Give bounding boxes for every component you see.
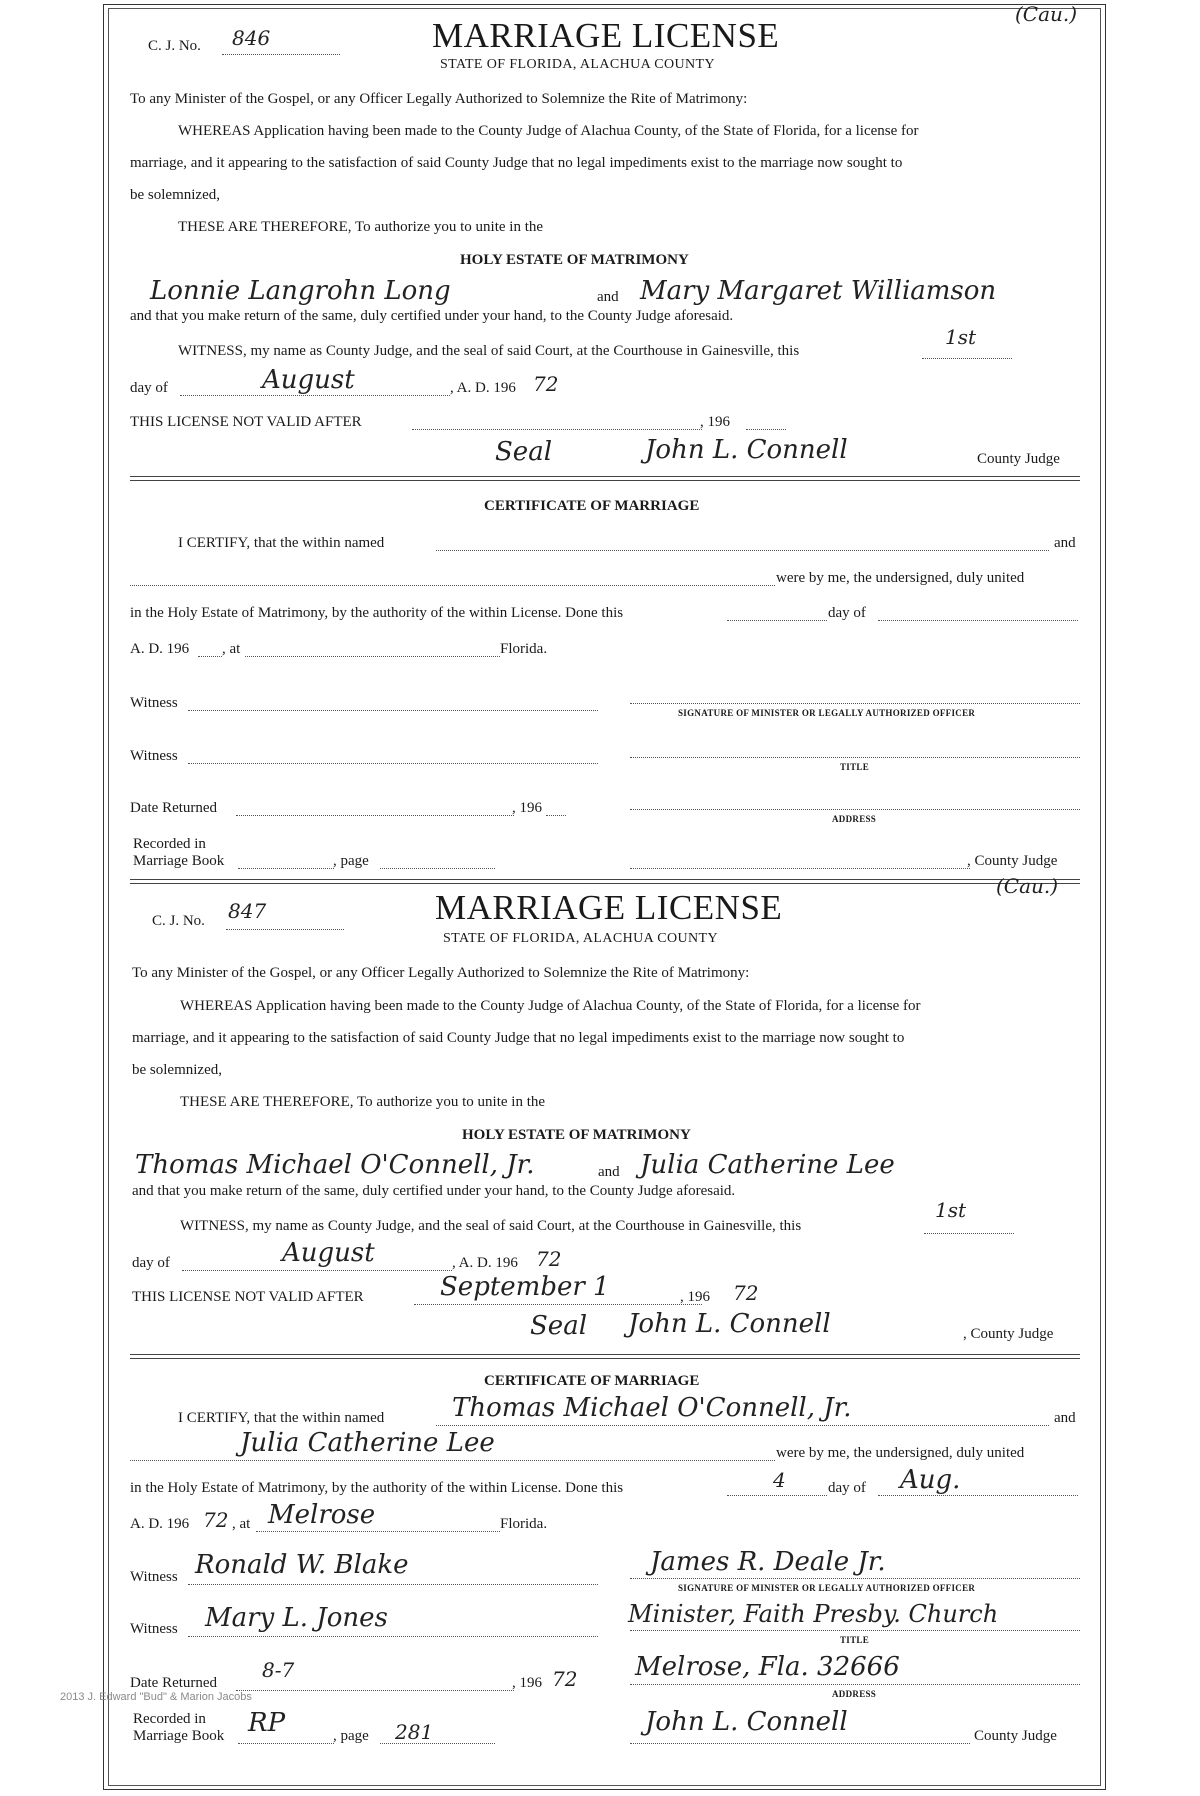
county-judge-signature: John L. Connell: [628, 1309, 831, 1339]
date-returned-label: Date Returned: [130, 800, 218, 816]
were-by-me: were by me, the undersigned, duly united: [776, 1445, 1025, 1461]
cj-number-line: [222, 54, 340, 55]
at-label: , at: [222, 641, 241, 657]
done-month: Aug.: [900, 1465, 961, 1495]
day-of-label: day of: [132, 1255, 170, 1271]
not-valid-date: September 1: [440, 1272, 610, 1302]
date-returned-year: , 196: [512, 800, 542, 816]
ad-label: , A. D. 196: [450, 380, 516, 396]
marriage-book-label: Marriage Book: [133, 853, 225, 869]
witness-2-label: Witness: [130, 748, 178, 764]
day-of-label: day of: [130, 380, 168, 396]
signature-caption: SIGNATURE OF MINISTER OR LEGALLY AUTHORIZED OFFICER: [678, 1583, 976, 1593]
recorded-in-label: Recorded in: [133, 1711, 206, 1727]
witness-day: 1st: [935, 1198, 967, 1222]
signature-caption: SIGNATURE OF MINISTER OR LEGALLY AUTHORIZED OFFICER: [678, 708, 976, 718]
witness-day-line: [922, 358, 1012, 359]
ad-label: , A. D. 196: [452, 1255, 518, 1271]
whereas-line-1: WHEREAS Application having been made to the County Judge of Alachua County, of the State of Florida, for a license for: [178, 123, 919, 139]
and-label: and: [598, 1164, 620, 1180]
holy-estate-heading: HOLY ESTATE OF MATRIMONY: [460, 252, 689, 268]
whereas-line-2: marriage, and it appearing to the satisfaction of said County Judge that no legal impediments exist to the marriage now sought to: [130, 155, 903, 171]
copyright-watermark: 2013 J. Edward "Bud" & Marion Jacobs: [60, 1691, 252, 1703]
minister-signature: James R. Deale Jr.: [650, 1547, 886, 1577]
groom-name: Lonnie Langrohn Long: [150, 276, 451, 306]
witness-1-line: [188, 710, 598, 711]
whereas-line-3: be solemnized,: [130, 187, 220, 203]
ad-year-line: [198, 656, 222, 657]
second-name-line: [130, 1460, 775, 1461]
address-line: To any Minister of the Gospel, or any Officer Legally Authorized to Solemnize the Rite of Matrimony:: [132, 965, 750, 981]
cj-number: 847: [228, 899, 267, 923]
address-caption: ADDRESS: [832, 1689, 877, 1699]
groom-name: Thomas Michael O'Connell, Jr.: [135, 1150, 535, 1180]
marriage-book-number: RP: [248, 1708, 286, 1738]
done-day-line: [727, 1495, 827, 1496]
cert-groom-name: Thomas Michael O'Connell, Jr.: [452, 1393, 852, 1423]
cj-label: C. J. No.: [152, 913, 205, 929]
page-number: 281: [395, 1720, 434, 1744]
florida-label: Florida.: [500, 641, 548, 657]
returned-year: 72: [552, 1667, 578, 1691]
witness-day-line: [924, 1233, 1014, 1234]
and-label: and: [597, 289, 619, 305]
marriage-place: Melrose: [268, 1500, 376, 1530]
certify-and: and: [1054, 1410, 1076, 1426]
title-line: [630, 1630, 1080, 1631]
bride-name: Julia Catherine Lee: [640, 1150, 895, 1180]
date-returned-line: [236, 815, 514, 816]
minister-sig-line: [630, 703, 1080, 704]
not-valid-line: [412, 429, 702, 430]
license1-divider: [130, 476, 1080, 481]
license-year: 72: [533, 372, 559, 396]
page-label: , page: [333, 853, 369, 869]
cj-number-line: [226, 929, 344, 930]
returned-date: 8-7: [262, 1658, 295, 1682]
certify-name-line: [436, 1425, 1049, 1426]
done-day-line: [727, 620, 827, 621]
marriage-book-line: [238, 868, 334, 869]
place-line: [256, 1531, 500, 1532]
corner-note: (Cau.): [1015, 2, 1078, 26]
minister-sig-line: [630, 1578, 1080, 1579]
cj-number: 846: [232, 26, 271, 50]
witness-1-line: [188, 1584, 598, 1585]
cert-bride-name: Julia Catherine Lee: [240, 1428, 495, 1458]
not-valid-line: [414, 1304, 702, 1305]
certificate-heading: CERTIFICATE OF MARRIAGE: [484, 498, 700, 514]
date-returned-year: , 196: [512, 1675, 542, 1691]
day-of-label: day of: [828, 605, 866, 621]
witness-1-label: Witness: [130, 695, 178, 711]
page-label: , page: [333, 1728, 369, 1744]
minister-address: Melrose, Fla. 32666: [635, 1652, 900, 1682]
title-caption: TITLE: [840, 1635, 870, 1645]
not-valid-label: THIS LICENSE NOT VALID AFTER: [130, 414, 362, 430]
certify-name-line: [436, 550, 1049, 551]
witness-line: WITNESS, my name as County Judge, and the seal of said Court, at the Courthouse in Gainesville, this: [178, 343, 800, 359]
at-label: , at: [232, 1516, 251, 1532]
done-day: 4: [773, 1468, 786, 1492]
county-judge-label: , County Judge: [967, 853, 1058, 869]
license-subtitle: STATE OF FLORIDA, ALACHUA COUNTY: [440, 57, 715, 72]
place-line: [245, 656, 500, 657]
title-caption: TITLE: [840, 762, 870, 772]
county-judge-line: [630, 1743, 970, 1744]
therefore-line: THESE ARE THEREFORE, To authorize you to unite in the: [180, 1094, 546, 1110]
section-divider: [130, 879, 1080, 884]
license-month: August: [262, 365, 355, 395]
page-line: [380, 868, 495, 869]
second-name-line: [130, 585, 775, 586]
ad-label: A. D. 196: [130, 1516, 190, 1532]
ad-label: A. D. 196: [130, 641, 190, 657]
marriage-book-line: [238, 1743, 334, 1744]
county-judge-line: [630, 868, 970, 869]
seal-mark: Seal: [530, 1311, 588, 1341]
county-judge-signature: John L. Connell: [645, 435, 848, 465]
month-line: [182, 1270, 452, 1271]
witness-line: WITNESS, my name as County Judge, and the seal of said Court, at the Courthouse in Gainesville, this: [180, 1218, 802, 1234]
seal-mark: Seal: [495, 437, 553, 467]
license-title: MARRIAGE LICENSE: [432, 16, 780, 55]
not-valid-year-hw: 72: [733, 1281, 759, 1305]
license-year: 72: [536, 1247, 562, 1271]
day-of-label: day of: [828, 1480, 866, 1496]
address-line: [630, 809, 1080, 810]
county-judge-signature: John L. Connell: [645, 1707, 848, 1737]
recorded-in-label: Recorded in: [133, 836, 206, 852]
were-by-me: were by me, the undersigned, duly united: [776, 570, 1025, 586]
address-caption: ADDRESS: [832, 814, 877, 824]
florida-label: Florida.: [500, 1516, 548, 1532]
whereas-line-1: WHEREAS Application having been made to the County Judge of Alachua County, of the State of Florida, for a license for: [180, 998, 921, 1014]
cj-label: C. J. No.: [148, 38, 201, 54]
witness-2-line: [188, 763, 598, 764]
license-title: MARRIAGE LICENSE: [435, 888, 783, 927]
return-line: and that you make return of the same, duly certified under your hand, to the County Judge aforesaid.: [130, 308, 734, 324]
date-returned-line: [236, 1690, 514, 1691]
witness-1-label: Witness: [130, 1569, 178, 1585]
license-subtitle: STATE OF FLORIDA, ALACHUA COUNTY: [443, 931, 718, 946]
certify-label: I CERTIFY, that the within named: [178, 535, 385, 551]
certify-and: and: [1054, 535, 1076, 551]
witness-2-signature: Mary L. Jones: [205, 1603, 388, 1633]
not-valid-year: , 196: [680, 1289, 710, 1305]
minister-title: Minister, Faith Presby. Church: [628, 1600, 999, 1628]
bride-name: Mary Margaret Williamson: [640, 276, 997, 306]
holy-estate-line: in the Holy Estate of Matrimony, by the authority of the within License. Done this: [130, 1480, 624, 1496]
certify-label: I CERTIFY, that the within named: [178, 1410, 385, 1426]
license2-divider: [130, 1354, 1080, 1359]
witness-2-line: [188, 1636, 598, 1637]
certificate-heading: CERTIFICATE OF MARRIAGE: [484, 1373, 700, 1389]
month-line: [180, 395, 450, 396]
witness-day: 1st: [945, 325, 977, 349]
not-valid-label: THIS LICENSE NOT VALID AFTER: [132, 1289, 364, 1305]
ad-year: 72: [203, 1508, 229, 1532]
holy-estate-heading: HOLY ESTATE OF MATRIMONY: [462, 1127, 691, 1143]
county-judge-label: , County Judge: [963, 1326, 1054, 1342]
address-line: To any Minister of the Gospel, or any Officer Legally Authorized to Solemnize the Rite of Matrimony:: [130, 91, 748, 107]
whereas-line-2: marriage, and it appearing to the satisfaction of said County Judge that no legal impediments exist to the marriage now sought to: [132, 1030, 905, 1046]
title-line: [630, 757, 1080, 758]
date-returned-label: Date Returned: [130, 1675, 218, 1691]
return-line: and that you make return of the same, duly certified under your hand, to the County Judge aforesaid.: [132, 1183, 736, 1199]
county-judge-label: County Judge: [977, 451, 1060, 467]
done-month-line: [878, 1495, 1078, 1496]
done-month-line: [878, 620, 1078, 621]
not-valid-year-line: [746, 429, 786, 430]
witness-2-label: Witness: [130, 1621, 178, 1637]
therefore-line: THESE ARE THEREFORE, To authorize you to unite in the: [178, 219, 544, 235]
date-returned-year-line: [546, 815, 566, 816]
corner-note: (Cau.): [996, 874, 1059, 898]
marriage-book-label: Marriage Book: [133, 1728, 225, 1744]
holy-estate-line: in the Holy Estate of Matrimony, by the authority of the within License. Done this: [130, 605, 624, 621]
witness-1-signature: Ronald W. Blake: [195, 1550, 409, 1580]
not-valid-year: , 196: [700, 414, 730, 430]
whereas-line-3: be solemnized,: [132, 1062, 222, 1078]
county-judge-label: County Judge: [974, 1728, 1057, 1744]
license-month: August: [282, 1238, 375, 1268]
address-line: [630, 1684, 1080, 1685]
